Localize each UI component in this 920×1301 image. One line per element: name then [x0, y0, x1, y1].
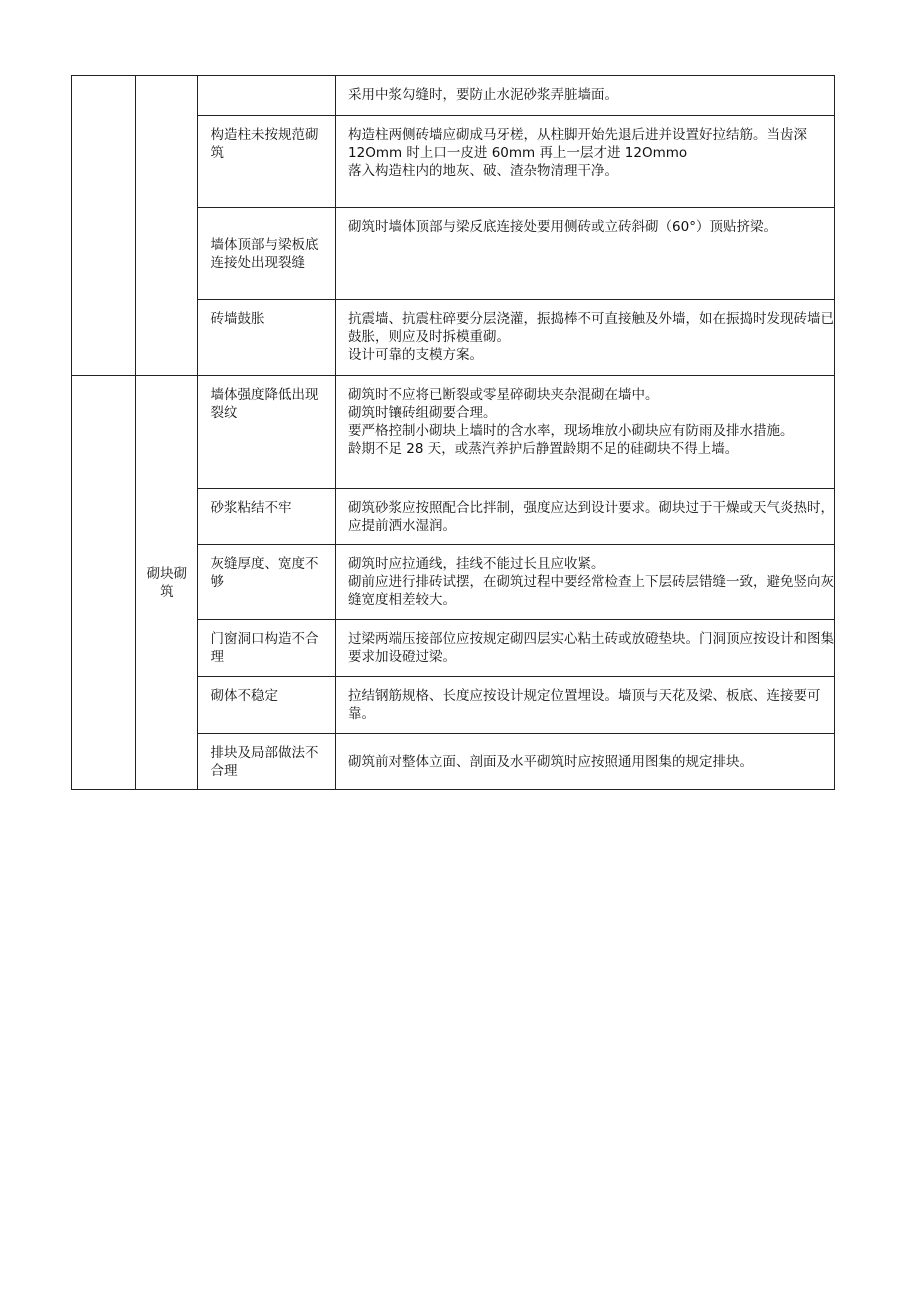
problem-cell: 砂浆粘结不牢 — [198, 489, 336, 545]
measure-line: 过梁两端压接部位应按规定砌四层实心粘土砖或放磴垫块。门洞顶应按设计和图集要求加设磴过梁。 — [348, 631, 835, 665]
measure-cell — [336, 300, 835, 376]
table-row — [72, 76, 835, 116]
measure-line: 砌筑时应拉通线，挂线不能过长且应收紧。 — [348, 556, 605, 572]
measure-line: 设计可靠的支模方案。 — [348, 347, 484, 363]
measure-line: 落入构造柱内的地灰、破、渣杂物清理干净。 — [348, 163, 619, 179]
section-cell-empty — [72, 376, 136, 790]
problem-cell: 灰缝厚度、宽度不够 — [198, 545, 336, 620]
measure-line: 龄期不足 28 天，或蒸汽养护后静置龄期不足的硅砌块不得上墙。 — [348, 441, 739, 457]
measure-line: 砌筑砂浆应按照配合比拌制，强度应达到设计要求。砌块过于干燥或天气炎热时，应提前洒水湿润。 — [348, 500, 835, 534]
problem-cell — [198, 76, 336, 116]
measure-line: 砌筑时不应将已断裂或零星碎砌块夹杂混砌在墙中。 — [348, 387, 659, 403]
category-cell — [136, 376, 198, 790]
measure-cell — [336, 620, 835, 677]
measure-cell — [336, 208, 835, 300]
measure-line: 砌前应进行排砖试摆，在砌筑过程中要经常检查上下层砖层错缝一致，避免竖向灰缝宽度相差较大。 — [348, 574, 835, 608]
problem-cell: 构造柱未按规范砌筑 — [198, 116, 336, 208]
measure-line: 砌筑前对整体立面、剖面及水平砌筑时应按照通用图集的规定排块。 — [348, 754, 754, 770]
problem-cell: 砖墙鼓胀 — [198, 300, 336, 376]
problem-cell: 排块及局部做法不合理 — [198, 734, 336, 790]
measure-cell — [336, 489, 835, 545]
problem-cell: 砌体不稳定 — [198, 677, 336, 734]
measure-cell — [336, 376, 835, 489]
measure-line: 砌筑时墙体顶部与梁反底连接处要用侧砖或立砖斜砌（60°）顶贴挤梁。 — [348, 219, 777, 235]
quality-measures-table — [71, 75, 835, 790]
measure-line: 砌筑时镶砖组砌要合理。 — [348, 405, 497, 421]
measure-cell — [336, 116, 835, 208]
measure-cell — [336, 545, 835, 620]
measure-line: 抗震墙、抗震柱碎要分层浇灌，振捣棒不可直接触及外墙，如在振捣时发现砖墙已鼓胀，则应及时拆模重砌。 — [348, 311, 835, 345]
measure-cell — [336, 734, 835, 790]
section-cell-empty — [72, 76, 136, 376]
measure-line: 采用中浆勾缝时，要防止水泥砂浆弄脏墙面。 — [348, 87, 619, 103]
measure-line: 拉结钢筋规格、长度应按设计规定位置埋设。墙顶与天花及梁、板底、连接要可靠。 — [348, 688, 821, 722]
problem-cell: 门窗洞口构造不合理 — [198, 620, 336, 677]
problem-cell: 墙体顶部与梁板底连接处出现裂缝 — [198, 208, 336, 300]
problem-cell: 墙体强度降低出现裂纹 — [198, 376, 336, 489]
measure-line: 构造柱两侧砖墙应砌成马牙槎，从柱脚开始先退后进并设置好拉结筋。当齿深 12Omm 时上口一皮进 60mm 再上一层才进 12Ommo — [348, 127, 808, 161]
category-cell-empty — [136, 76, 198, 376]
table-row — [72, 376, 835, 489]
measure-cell — [336, 76, 835, 116]
measure-cell — [336, 677, 835, 734]
category-label: 砌块砌筑 — [146, 565, 188, 600]
measure-line: 要严格控制小砌块上墙时的含水率，现场堆放小砌块应有防雨及排水措施。 — [348, 423, 794, 439]
